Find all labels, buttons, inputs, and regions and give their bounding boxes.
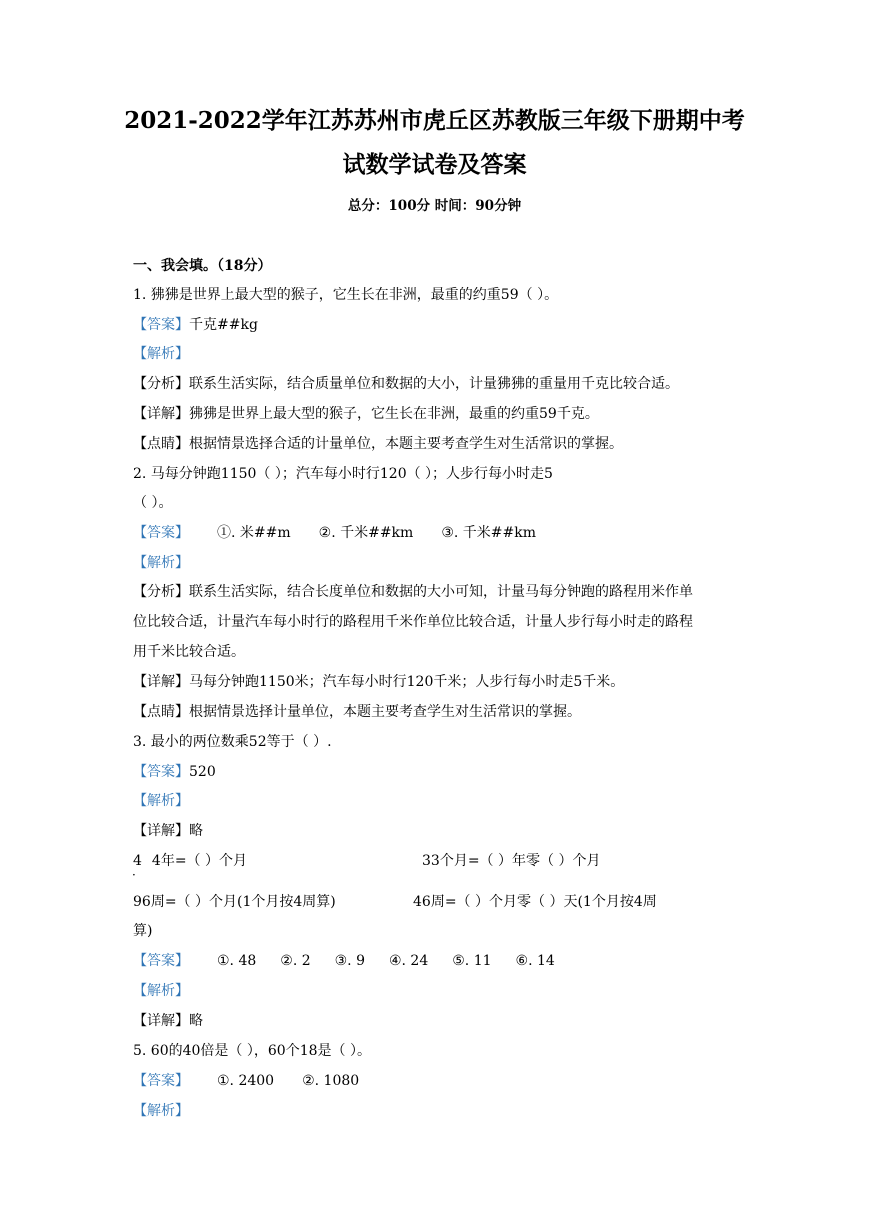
q4-answer-3: ③. 9 xyxy=(334,953,365,969)
q4-part-d: 46周=（ ）个月零（ ）天(1个月按4周 xyxy=(413,894,657,910)
q2-answer-line xyxy=(133,522,739,544)
answer-tag: 【答案】 xyxy=(133,525,189,541)
q4-analysis-tag: 【解析】 xyxy=(133,983,189,999)
bullet-dot: · xyxy=(132,868,136,882)
q1-answer-line xyxy=(133,314,739,336)
q4-answer-1: ①. 48 xyxy=(217,953,257,969)
q2-comment-line xyxy=(133,701,739,723)
question-5: 5. 60的40倍是（ ），60个18是（ ）。 xyxy=(133,1043,371,1059)
q4-part-a: 4年=（ ）个月 xyxy=(151,853,248,869)
q5-analysis-tag: 【解析】 xyxy=(133,1103,189,1119)
q5-answer-1: ①. 2400 xyxy=(217,1073,275,1089)
q2-answer-1: ①. 米##m xyxy=(217,525,291,541)
q3-detail-line xyxy=(133,820,739,842)
question-3: 3. 最小的两位数乘52等于（ ）. xyxy=(133,734,332,750)
q4-part-c: 96周=（ ）个月(1个月按4周算) xyxy=(133,894,336,910)
q4-answer-4: ④. 24 xyxy=(388,953,429,969)
answer-tag: 【答案】 xyxy=(133,953,189,969)
detail-tag: 【详解】 xyxy=(133,674,189,690)
q2-answer-2: ②. 千米##km xyxy=(318,525,414,541)
fenxi-tag: 【分析】 xyxy=(133,376,189,392)
exam-info: 总分：100分 时间：90分钟 xyxy=(347,198,522,214)
detail-tag: 【详解】 xyxy=(133,1013,189,1029)
q2-detail-line xyxy=(133,671,739,693)
detail-tag: 【详解】 xyxy=(133,823,189,839)
q5-answer-2: ②. 1080 xyxy=(302,1073,360,1089)
q3-answer: 520 xyxy=(189,764,216,780)
q4-part-d-cont: 算) xyxy=(133,923,153,939)
page-title-line-1: 2021-2022学年江苏苏州市虎丘区苏教版三年级下册期中考 xyxy=(124,107,745,134)
q4-answer-line xyxy=(133,950,739,972)
q3-analysis-tag: 【解析】 xyxy=(133,793,189,809)
q2-answer-3: ③. 千米##km xyxy=(441,525,536,541)
q1-detail: 狒狒是世界上最大型的猴子，它生长在非洲，最重的约重59千克。 xyxy=(189,406,599,422)
q4-number: 4 xyxy=(133,853,142,869)
q2-fenxi-1: 联系生活实际，结合长度单位和数据的大小可知，计量马每分钟跑的路程用米作单 xyxy=(189,584,693,600)
q2-detail: 马每分钟跑1150米；汽车每小时行120千米；人步行每小时走5千米。 xyxy=(189,674,625,690)
question-1: 1. 狒狒是世界上最大型的猴子，它生长在非洲，最重的约重59（ ）。 xyxy=(133,287,559,303)
q1-fenxi: 联系生活实际，结合质量单位和数据的大小，计量狒狒的重量用千克比较合适。 xyxy=(189,376,679,392)
question-2-line-1: 2. 马每分钟跑1150（ ）；汽车每小时行120（ ）；人步行每小时走5 xyxy=(133,466,553,482)
fenxi-tag: 【分析】 xyxy=(133,584,189,600)
comment-tag: 【点睛】 xyxy=(133,436,189,452)
q1-detail-line xyxy=(133,403,739,425)
q1-fenxi-line xyxy=(133,373,739,395)
comment-tag: 【点睛】 xyxy=(133,704,189,720)
q1-analysis-tag: 【解析】 xyxy=(133,346,189,362)
answer-tag: 【答案】 xyxy=(133,1073,189,1089)
q3-answer-line xyxy=(133,761,739,783)
answer-tag: 【答案】 xyxy=(133,317,189,333)
q2-comment: 根据情景选择计量单位，本题主要考查学生对生活常识的掌握。 xyxy=(189,704,581,720)
q4-answer-2: ②. 2 xyxy=(280,953,311,969)
q2-fenxi-line-1 xyxy=(133,581,739,603)
q1-comment-line xyxy=(133,433,739,455)
q4-part-b: 33个月=（ ）年零（ ）个月 xyxy=(422,853,601,869)
section-heading: 一、我会填。（18分） xyxy=(133,258,272,274)
detail-tag: 【详解】 xyxy=(133,406,189,422)
q4-detail: 略 xyxy=(189,1013,203,1029)
q5-answer-line xyxy=(133,1070,739,1092)
q2-fenxi-line-3: 用千米比较合适。 xyxy=(133,644,245,660)
q1-comment: 根据情景选择合适的计量单位，本题主要考查学生对生活常识的掌握。 xyxy=(189,436,623,452)
q3-detail: 略 xyxy=(189,823,203,839)
q4-answer-5: ⑤. 11 xyxy=(452,953,492,969)
q2-fenxi-line-2: 位比较合适，计量汽车每小时行的路程用千米作单位比较合适，计量人步行每小时走的路程 xyxy=(133,614,693,630)
q2-analysis-tag: 【解析】 xyxy=(133,555,189,571)
q4-answer-6: ⑥. 14 xyxy=(515,953,555,969)
q1-answer: 千克##kg xyxy=(189,317,258,333)
q4-detail-line xyxy=(133,1010,739,1032)
page-title-line-2: 试数学试卷及答案 xyxy=(342,151,527,178)
answer-tag: 【答案】 xyxy=(133,764,189,780)
question-2-line-2: （ ）。 xyxy=(133,495,173,511)
